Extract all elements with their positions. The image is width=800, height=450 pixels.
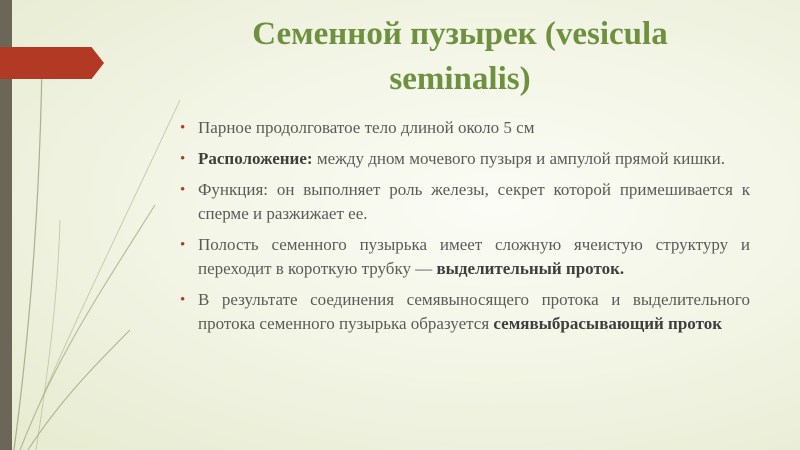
bullet-item — [178, 178, 750, 226]
bullet-text: Парное продолговатое тело длиной около 5 см — [198, 118, 535, 137]
bullet-marker: • — [180, 120, 186, 136]
bullet-text: между дном мочевого пузыря и ампулой прямой кишки. — [312, 149, 726, 168]
bullet-bold-text: выделительный проток. — [436, 259, 625, 278]
bullet-marker: • — [180, 292, 186, 308]
bullet-item — [178, 116, 750, 140]
bullet-text: Полость семенного пузырька имеет сложную ячеистую структуру и переходит в короткую трубку — — [198, 235, 750, 278]
bullet-bold-text: семявыбрасывающий проток — [493, 314, 723, 333]
bullet-marker: • — [180, 151, 186, 167]
bullet-text: В результате соединения семявыносящего протока и выделительного протока семенного пузырька образуется — [198, 290, 750, 333]
title-line-2: seminalis) — [389, 61, 531, 97]
bullet-bold-text: Расположение: — [198, 149, 313, 168]
slide-title — [210, 12, 710, 102]
bullet-item — [178, 233, 750, 281]
title-arrow-accent — [0, 47, 104, 79]
title-line-1: Семенной пузырек (vesicula — [252, 16, 668, 52]
bullet-text: Функция: он выполняет роль железы, секрет которой примешивается к сперме и разжижает ее. — [198, 180, 750, 223]
bullet-marker: • — [180, 182, 186, 198]
bullet-item — [178, 288, 750, 336]
bullet-marker: • — [180, 237, 186, 253]
bullet-list — [178, 116, 750, 343]
bullet-item — [178, 147, 750, 171]
